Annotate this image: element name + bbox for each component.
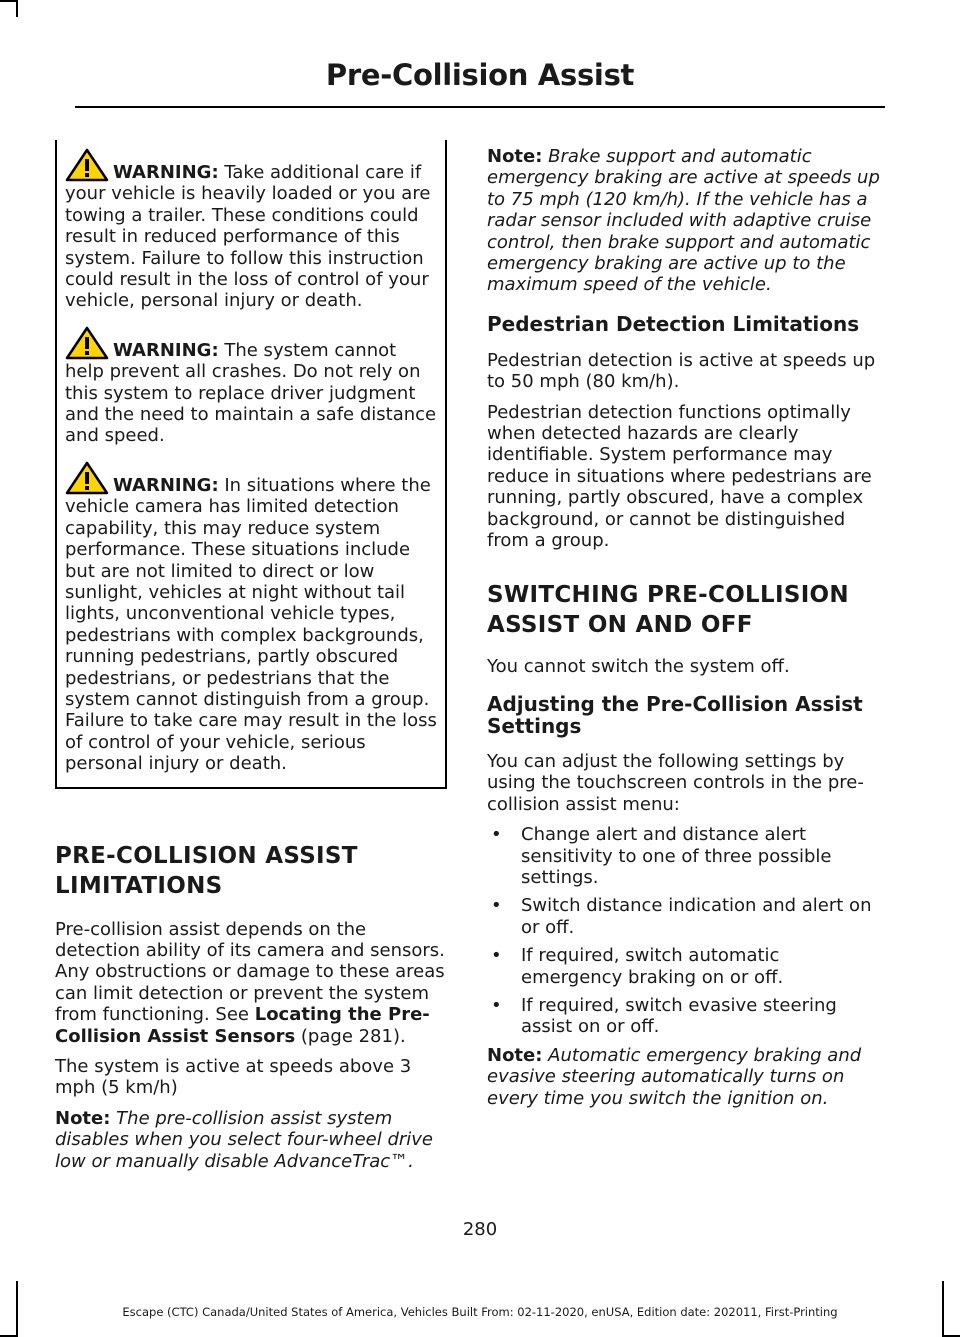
- adjusting-paragraph: You can adjust the following settings by using the touchscreen controls in the pre-collision assist menu:: [487, 750, 864, 815]
- note-text: The pre-collision assist system disables when you select four-wheel drive low or manually disable AdvanceTrac™.: [55, 1107, 433, 1172]
- crop-mark: [0, 0, 17, 2]
- speed-paragraph: The system is active at speeds above 3 mph (5 km/h): [55, 1056, 412, 1099]
- pedestrian-heading: Pedestrian Detection Limitations: [487, 311, 860, 336]
- list-item: • Switch distance indication and alert on or off.: [487, 895, 883, 938]
- note-paragraph: [487, 146, 883, 296]
- note-label: Note:: [55, 1107, 111, 1129]
- sensors-link[interactable]: Locating the Pre-Collision Assist Sensors: [55, 1004, 430, 1047]
- warning-item: [65, 326, 437, 447]
- list-item: • If required, switch evasive steering assist on or off.: [487, 995, 883, 1038]
- warning-label: WARNING:: [113, 474, 219, 496]
- warning-triangle-icon: [65, 148, 109, 182]
- warning-label: WARNING:: [113, 339, 219, 361]
- warning-text: Take additional care if your vehicle is heavily loaded or you are towing a trailer. These conditions could result in reduced performance of this system. Failure to follow this instruction could result in the loss of control of your vehicle, personal injury or death.: [65, 162, 431, 312]
- warning-triangle-icon: [65, 326, 109, 360]
- warning-triangle-icon: [65, 461, 109, 495]
- paragraph-text: Pre-collision assist depends on the detection ability of its camera and sensors. Any obstructions or damage to these areas can limit detection or prevent the system from functioning. See: [55, 918, 445, 1026]
- list-item: • Change alert and distance alert sensitivity to one of three possible settings.: [487, 824, 883, 888]
- left-column: [55, 140, 447, 1172]
- warning-text: In situations where the vehicle camera has limited detection capability, this may reduce system performance. These situations include but are not limited to direct or low sunlight, vehicles at night without tail lights, unconventional vehicle types, pedestrians with complex backgrounds, running pedestrians, partly obscured pedestrians, or pedestrians that the system cannot distinguish from a group. Failure to take care may result in the loss of control of your vehicle, serious personal injury or death.: [65, 474, 437, 775]
- heading-line: LIMITATIONS: [55, 872, 223, 899]
- page-number: 280: [462, 1219, 498, 1240]
- note-paragraph: [487, 1045, 883, 1109]
- page-title: Pre-Collision Assist: [325, 58, 635, 92]
- adjusting-heading: Adjusting the Pre-Collision Assist Settings: [487, 691, 863, 738]
- list-item: • If required, switch automatic emergency braking on or off.: [487, 945, 883, 988]
- heading-line: PRE-COLLISION ASSIST: [55, 842, 358, 869]
- warning-item: [65, 461, 437, 775]
- page-reference: (page 281).: [295, 1025, 406, 1047]
- note-label: Note:: [487, 146, 543, 167]
- crop-mark: [16, 0, 18, 17]
- pedestrian-paragraph: Pedestrian detection functions optimally when detected hazards are clearly identifiable. System performance may reduce in situations where pedestrians are running, partly obscured, have a complex background, or cannot be distinguished from a group.: [487, 401, 872, 552]
- limitations-paragraph: [55, 919, 447, 1047]
- settings-list: [487, 824, 883, 1038]
- heading-line: SWITCHING PRE-COLLISION: [487, 581, 849, 608]
- right-column: [487, 146, 883, 1109]
- note-label: Note:: [487, 1044, 543, 1066]
- warning-text: The system cannot help prevent all crashes. Do not rely on this system to replace driver judgment and the need to maintain a safe distance and speed.: [65, 339, 437, 447]
- note-text: Brake support and automatic emergency braking are active at speeds up to 75 mph (120 km/h). If the vehicle has a radar sensor included with adaptive cruise control, then brake support and automatic emergency braking are active up to the maximum speed of the vehicle.: [487, 146, 880, 296]
- header-divider: [75, 106, 885, 108]
- warning-box: [55, 140, 447, 789]
- switching-heading: [487, 580, 883, 640]
- note-text: Automatic emergency braking and evasive steering automatically turns on every time you switch the ignition on.: [487, 1044, 862, 1109]
- heading-line: ASSIST ON AND OFF: [487, 611, 753, 638]
- warning-item: [65, 148, 437, 312]
- switching-paragraph: You cannot switch the system off.: [487, 655, 790, 677]
- note-paragraph: [55, 1108, 447, 1172]
- limitations-heading: [55, 841, 447, 901]
- warning-label: WARNING:: [113, 162, 219, 183]
- footer-edition-info: Escape (CTC) Canada/United States of America, Vehicles Built From: 02-11-2020, enUSA, Edition date: 202011, First-Printing: [122, 1305, 838, 1319]
- pedestrian-paragraph: Pedestrian detection is active at speeds up to 50 mph (80 km/h).: [487, 349, 876, 393]
